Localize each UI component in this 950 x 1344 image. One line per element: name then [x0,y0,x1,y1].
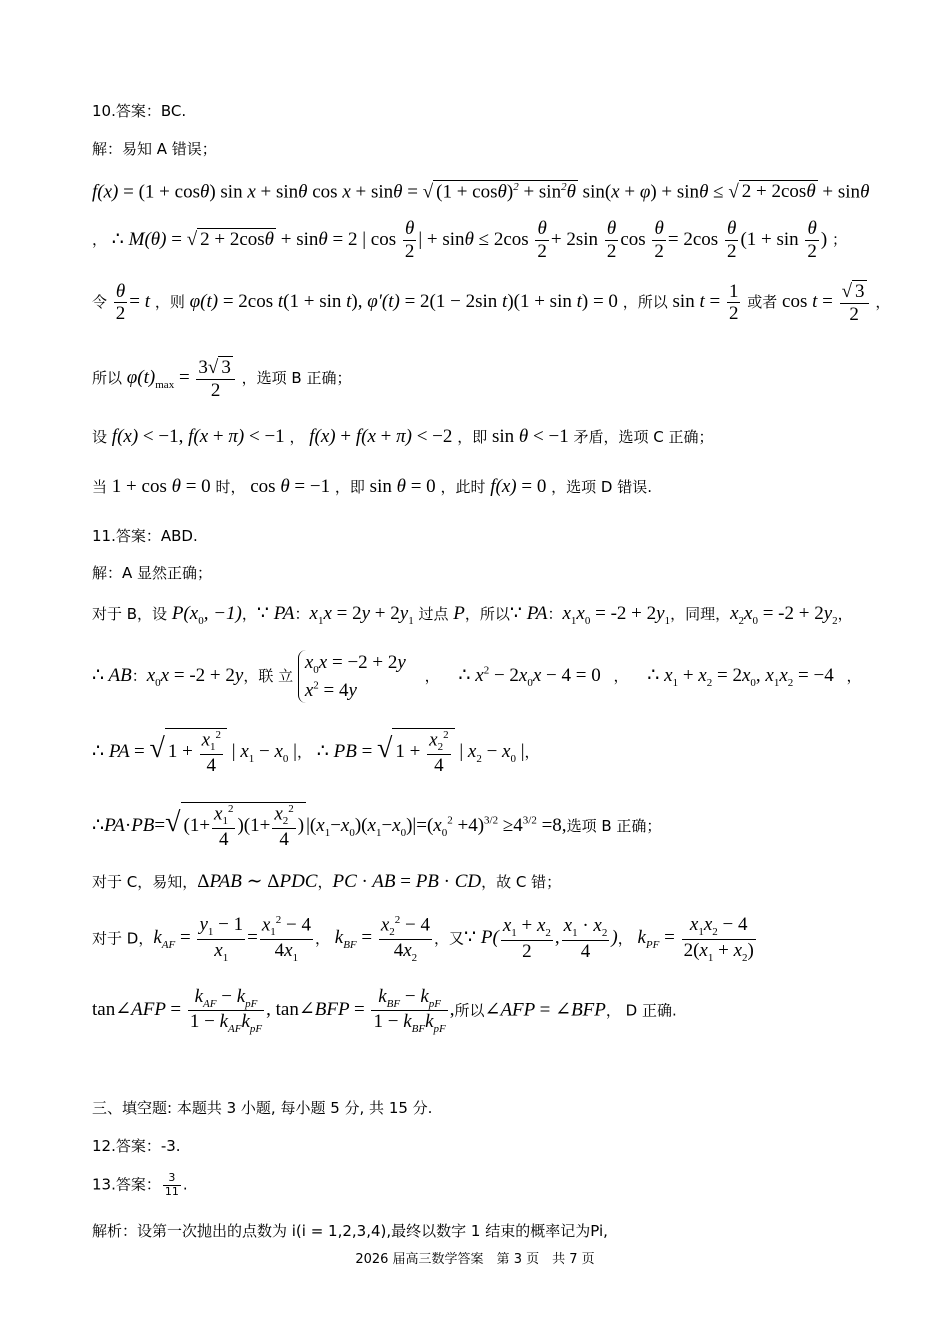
q13-analysis: 解析：设第一次抛出的点数为 i(i = 1,2,3,4),最终以数字 1 结束的概率记为Pi, [92,1222,608,1240]
q12-answer: 12.答案：-3. [92,1137,181,1155]
q10-set-line: 设 f(x) < −1, f(x + π) < −1 ， f(x) + f(x + π) < −2 ，即 sin θ < −1 矛盾，选项 C 正确； [92,426,714,447]
q11-pa-line: ∴ PA = √ 1 + $\frac{x_1^2}{4}$ | $x_1 - x_0$ |， ∴ PB = √ 1 + $\frac{x_2^2}{4}$ | $x_2 - x_0$ |， [92,729,540,776]
page-footer: 2026 届高三数学答案 第 3 页 共 7 页 [355,1252,595,1267]
q11-c-line: 对于 C，易知，ΔPAB ∼ ΔPDC，PC · AB = PB · CD，故 C 错； [92,871,562,892]
q11-d-line: 对于 D，$k_{AF}$ = $\frac{y_1 - 1}{x_1}$ = $\frac{x_1^2 - 4}{4x_1}$ ， $k_{BF}$ = $\frac{x_2^2 - 4}{4x_2}$ ，又∵ P( $\frac{x_1 + x_2}{2}$ , $\frac{x_1 \cdot x_2}{4}$ )， $k_{PF}$ = $\frac{x_1x_2 - 4}{2(x_1 + x_2)}$ [92,914,754,964]
q11-answer: 11.答案：ABD. [92,527,198,545]
q10-f-expression: f(x) = (1 + cosθ) sin x + sinθ cos x + sinθ = √ $(1 + \cos\theta)^2 + \sin^2\theta$ sin(x + φ) + sinθ ≤ √ 2 + 2cosθ + sinθ [92,181,870,203]
q10-when-line: 当 1 + cos θ = 0 时， cos θ = −1 ，即 sin θ = 0 ，此时 f(x) = 0 ，选项 D 错误. [92,476,652,497]
q10-max-line: 所以 $\varphi(t)_{max}$ = $\frac{3√ 3}{2}$ ，选项 B 正确； [92,357,352,401]
q11-intro: 解：A 显然正确； [92,564,213,582]
q10-let-line: 令 $\frac{\theta}{2}$ = t ，则 φ(t) = 2cos t(1 + sin t), φ′(t) = 2(1 − 2sin t)(1 + sin t) = 0 ，所以 sin t = $\frac{1}{2}$ 或者 cos t = $\frac{√ 3}{2}$ ， [92,280,891,325]
q10-answer: 10.答案：BC. [92,102,187,120]
equation-system: $x_0x = -2 + 2y$ $x^2 = 4y$ [298,650,406,703]
q11-b-line: 对于 B，设 $P(x_0$, −1)，∵ PA：$x_1x = 2y + 2y_1$ 过点 P，所以∵ PA：$x_1x_0 = -2 + 2y_1$，同理，$x_2x_0 = -2 + 2y_2$， [92,603,853,627]
q11-papb-line: ∴PA·PB=√ (1+ $\frac{x_1^2}{4}$ )(1+ $\frac{x_2^2}{4}$ ) $|(x_1-x_0)(x_1-x_0)|=(x_0^2 +4)^{3/2} \ge 4^{3/2} =8$,选项 B 正确； [92,803,662,850]
q10-intro: 解：易知 A 错误； [92,140,217,158]
q11-ab-line: ∴ AB：$x_0x = -2 + 2y$，联 立 $x_0x = -2 + 2y$ $x^2 = 4y$ ， ∴ $x^2 - 2x_0x - 4 = 0$ ， ∴ $x_1 + x_2 = 2x_0$, $x_1x_2 = -4$ ， [92,650,862,703]
q11-tan-line: tan∠AFP = $\frac{k_{AF} - k_{pF}}{1 - k_{AF}k_{pF}}$ , tan∠BFP = $\frac{k_{BF} - k_{pF}}{1 - k_{BF}k_{pF}}$ ,所以∠AFP = ∠BFP， D 正确. [92,986,677,1036]
section3-header: 三、填空题: 本题共 3 小题, 每小题 5 分, 共 15 分. [92,1099,433,1117]
q10-m-line: ， ∴ M(θ) = √ 2 + 2cosθ + sinθ = 2 | cos $\frac{\theta}{2}$ | + sinθ ≤ 2cos $\frac{\theta}{2}$ + 2sin $\frac{\theta}{2}$ cos $\frac{\theta}{2}$ = 2cos $\frac{\theta}{2}$ (1 + sin $\frac{\theta}{2}$ ) ； [92,218,847,262]
q13-answer: 13.答案： $\frac{3}{11}$ . [92,1171,188,1198]
